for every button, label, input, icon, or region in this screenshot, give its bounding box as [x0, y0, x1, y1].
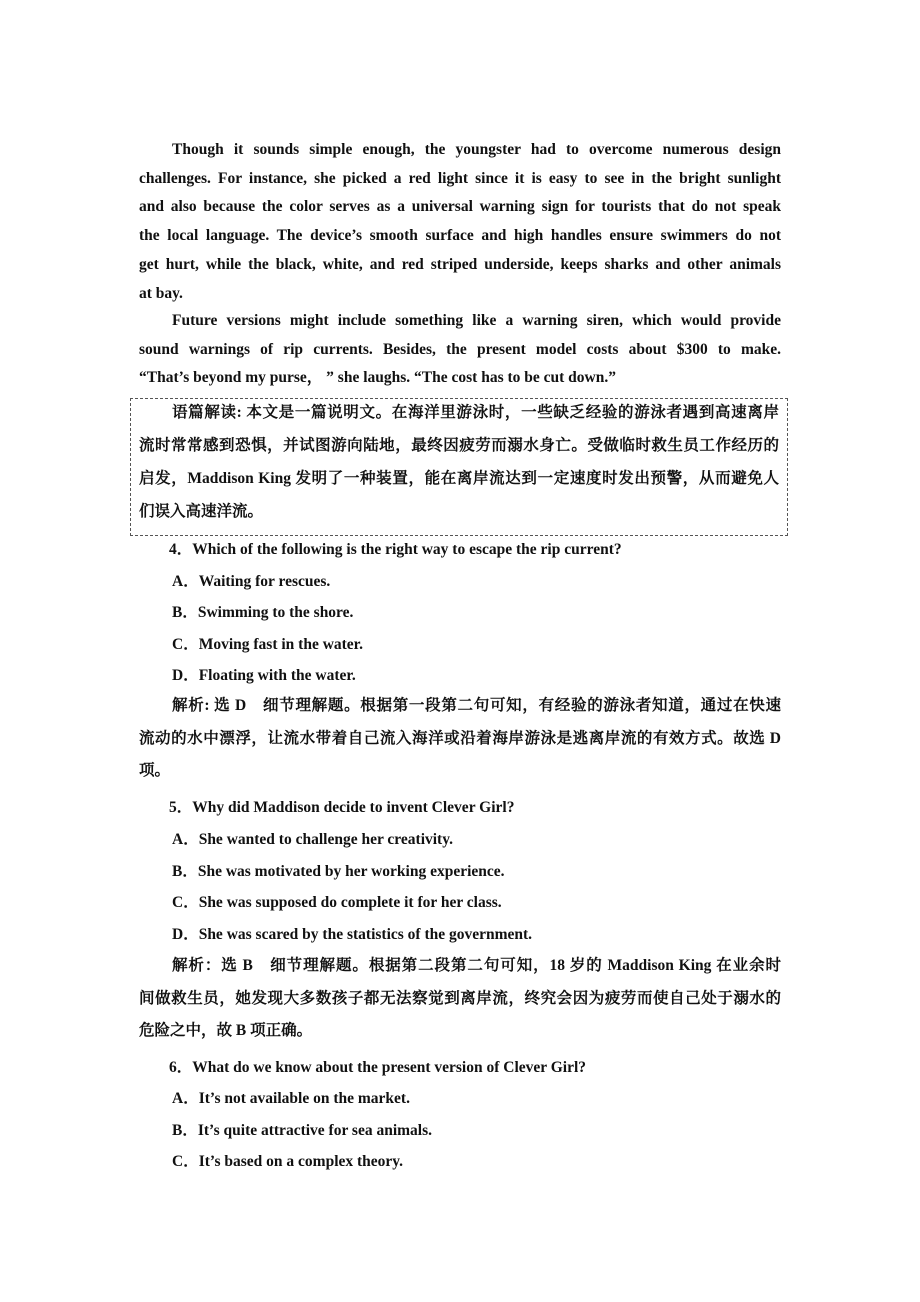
question-stem: 4．Which of the following is the right way to escape the rip current? [169, 541, 622, 558]
option: A．It’s not available on the market. [172, 1090, 410, 1108]
summary-line: 们误入高速洋流。 [139, 503, 264, 520]
option: C．It’s based on a complex theory. [172, 1153, 404, 1171]
text-line: Though it sounds simple enough, the youngster had to overcome numerous design [172, 141, 781, 158]
option: B．It’s quite attractive for sea animals. [172, 1121, 433, 1139]
option: C．She was supposed do complete it for her class. [172, 894, 502, 912]
text-line: the local language. The device’s smooth surface and high handles ensure swimmers do not [139, 227, 781, 245]
analysis-5 [139, 950, 781, 1048]
text-line: challenges. For instance, she picked a red light since it is easy to see in the bright sunlight [139, 169, 781, 187]
option: A．She wanted to challenge her creativity. [172, 830, 453, 848]
text-line: and also because the color serves as a universal warning sign for tourists that do not speak [139, 198, 781, 216]
analysis-line: 流动的水中漂浮，让流水带着自己流入海洋或沿着海岸游泳是逃离岸流的有效方式。故选 D [139, 729, 781, 747]
question-4 [139, 534, 781, 692]
paragraph-1 [139, 136, 781, 308]
summary-box [130, 398, 788, 536]
analysis-line: 危险之中，故 B 项正确。 [139, 1022, 313, 1039]
text-line: “That’s beyond my purse， ” she laughs. “The cost has to be cut down.” [139, 369, 616, 387]
text-line: at bay. [139, 284, 183, 302]
option: B．She was motivated by her working experience. [172, 862, 505, 880]
analysis-line: 解析: 选 D 细节理解题。根据第一段第二句可知，有经验的游泳者知道，通过在快速 [172, 697, 781, 714]
text-line: Future versions might include something like a warning siren, which would provide [172, 312, 781, 329]
paragraph-2 [139, 307, 781, 393]
analysis-line: 解析：选 B 细节理解题。根据第二段第二句可知，18 岁的 Maddison King 在业余时 [172, 957, 781, 974]
option: D．She was scared by the statistics of the government. [172, 926, 533, 943]
question-6 [139, 1052, 781, 1178]
text-line: sound warnings of rip currents. Besides, the present model costs about $300 to make. [139, 340, 781, 358]
option: D．Floating with the water. [172, 667, 356, 684]
summary-line: 启发，Maddison King 发明了一种装置，能在离岸流达到一定速度时发出预警，从而避免人 [139, 470, 779, 487]
option: A．Waiting for rescues. [172, 572, 331, 590]
question-stem: 6．What do we know about the present version of Clever Girl? [169, 1059, 587, 1076]
option: B．Swimming to the shore. [172, 604, 354, 621]
summary-line: 流时常常感到恐惧，并试图游向陆地，最终因疲劳而溺水身亡。受做临时救生员工作经历的 [139, 437, 779, 454]
question-5 [139, 792, 781, 951]
text-line: get hurt, while the black, white, and red striped underside, keeps sharks and other animals [139, 255, 781, 273]
analysis-4 [139, 690, 781, 788]
analysis-line: 间做救生员，她发现大多数孩子都无法察觉到离岸流，终究会因为疲劳而使自己处于溺水的 [139, 989, 781, 1007]
option: C．Moving fast in the water. [172, 635, 364, 653]
analysis-line: 项。 [139, 762, 171, 779]
summary-line: 语篇解读: 本文是一篇说明文。在海洋里游泳时，一些缺乏经验的游泳者遇到高速离岸 [172, 404, 779, 421]
question-stem: 5．Why did Maddison decide to invent Clever Girl? [169, 799, 515, 816]
